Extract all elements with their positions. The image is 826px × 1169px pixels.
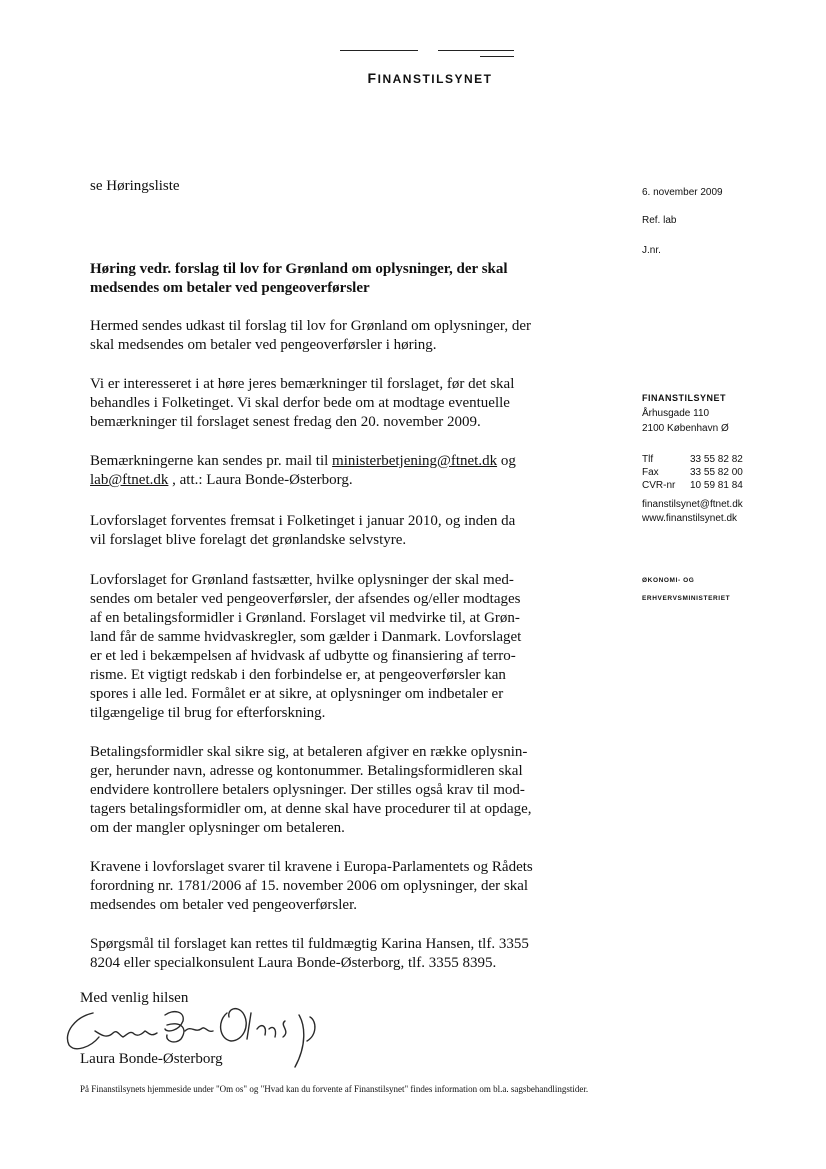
logo — [330, 70, 530, 86]
text-line: af en betalingsformidler i Grønland. Forslaget vil medvirke til, at Grøn- — [90, 610, 520, 626]
text-line: endvidere kontrollere betalers oplysninger. Der stilles også krav til mod- — [90, 782, 525, 798]
contact-value: 33 55 82 82 — [690, 454, 743, 465]
footer-note: På Finanstilsynets hjemmeside under "Om os" og "Hvad kan du forvente af Finanstilsynet" findes information om bl.a. sagsbehandlingstider. — [80, 1084, 589, 1094]
paragraph-1 — [90, 317, 585, 355]
ministry-line2: ERHVERVSMINISTERIET — [642, 595, 731, 602]
ministry-name — [642, 572, 730, 608]
sender-name: FINANSTILSYNET — [642, 393, 727, 403]
email-link-lab[interactable]: lab@ftnet.dk — [90, 472, 169, 488]
text-line: Spørgsmål til forslaget kan rettes til fuldmægtig Karina Hansen, tlf. 3355 — [90, 936, 529, 952]
text-fragment: , att.: Laura Bonde-Østerborg. — [168, 472, 353, 488]
text-line: ger, herunder navn, adresse og kontonummer. Betalingsformidleren skal — [90, 763, 523, 779]
sender-website[interactable]: www.finanstilsynet.dk — [642, 513, 738, 524]
text-line: forordning nr. 1781/2006 af 15. november 2006 om oplysninger, der skal — [90, 878, 529, 894]
text-line: tagers betalingsformidler om, at denne skal have procedurer til at opdage, — [90, 801, 532, 817]
text-fragment: og — [497, 453, 516, 469]
contact-row-phone — [642, 453, 743, 466]
contact-label: CVR-nr — [642, 480, 676, 491]
reference: Ref. lab — [642, 215, 677, 226]
sender-city: 2100 København Ø — [642, 423, 729, 434]
ministry-line1: ØKONOMI- OG — [642, 577, 695, 584]
paragraph-4 — [90, 512, 585, 550]
logo-rest: INANSTILSYNET — [377, 72, 493, 86]
paragraph-8 — [90, 935, 585, 973]
paragraph-5 — [90, 571, 585, 723]
text-line: spores i alle led. Formålet er at sikre, at oplysninger om indbetaler er — [90, 686, 504, 702]
contact-table — [642, 453, 743, 492]
text-line: behandles i Folketinget. Vi skal derfor bede om at modtage eventuelle — [90, 395, 510, 411]
paragraph-7 — [90, 858, 585, 915]
date: 6. november 2009 — [642, 187, 723, 198]
contact-label: Fax — [642, 467, 659, 478]
text-line: Lovforslaget for Grønland fastsætter, hvilke oplysninger der skal med- — [90, 572, 514, 588]
contact-row-cvr — [642, 479, 743, 492]
text-line: medsendes om betaler ved pengeoverførsler. — [90, 897, 357, 913]
text-line: tilgængelige til brug for efterforskning. — [90, 705, 326, 721]
text-line: vil forslaget blive forelagt det grønlandske selvstyre. — [90, 532, 407, 548]
text-line: sendes om betaler ved pengeoverførsler, der afsendes og/eller modtages — [90, 591, 521, 607]
recipient: se Høringsliste — [90, 178, 180, 194]
text-line: land får de samme hvidvaskregler, som gælder i Danmark. Lovforslaget — [90, 629, 522, 645]
subject-line: medsendes om betaler ved pengeoverførsler — [90, 280, 370, 296]
signer-name: Laura Bonde-Østerborg — [80, 1051, 223, 1067]
logo-line-left — [340, 50, 418, 51]
text-fragment: Bemærkningerne kan sendes pr. mail til — [90, 453, 333, 469]
text-line: Lovforslaget forventes fremsat i Folketinget i januar 2010, og inden da — [90, 513, 516, 529]
sender-email[interactable]: finanstilsynet@ftnet.dk — [642, 499, 743, 510]
paragraph-2 — [90, 375, 585, 432]
text-line: skal medsendes om betaler ved pengeoverførsler i høring. — [90, 337, 437, 353]
text-line: bemærkninger til forslaget senest fredag den 20. november 2009. — [90, 414, 481, 430]
contact-value: 10 59 81 84 — [690, 480, 743, 491]
sender-street: Århusgade 110 — [642, 408, 710, 419]
closing-greeting: Med venlig hilsen — [80, 990, 189, 1006]
subject-line: Høring vedr. forslag til lov for Grønland om oplysninger, der skal — [90, 261, 508, 277]
email-link-ministerbetjening[interactable]: ministerbetjening@ftnet.dk — [332, 453, 498, 469]
contact-value: 33 55 82 00 — [690, 467, 743, 478]
paragraph-6 — [90, 743, 585, 838]
logo-line-right — [438, 50, 514, 51]
text-line: risme. Et vigtigt redskab i den forbindelse er, at pengeoverførsler kan — [90, 667, 506, 683]
text-line: Kravene i lovforslaget svarer til kravene i Europa-Parlamentets og Rådets — [90, 859, 533, 875]
text-line: Hermed sendes udkast til forslag til lov for Grønland om oplysninger, der — [90, 318, 531, 334]
logo-line-right-tail — [480, 56, 514, 57]
text-line: Betalingsformidler skal sikre sig, at betaleren afgiver en række oplysnin- — [90, 744, 528, 760]
text-line: om der mangler oplysninger om betaleren. — [90, 820, 345, 836]
text-line: 8204 eller specialkonsulent Laura Bonde-Østerborg, tlf. 3355 8395. — [90, 955, 497, 971]
contact-row-fax — [642, 466, 743, 479]
journal-number: J.nr. — [642, 245, 661, 256]
paragraph-3 — [90, 452, 585, 490]
contact-label: Tlf — [642, 454, 654, 465]
subject-heading — [90, 260, 590, 298]
text-line: Vi er interesseret i at høre jeres bemærkninger til forslaget, før det skal — [90, 376, 515, 392]
logo-initial: F — [367, 70, 378, 86]
text-line: er et led i bekæmpelsen af hvidvask af udbytte og finansiering af terro- — [90, 648, 516, 664]
